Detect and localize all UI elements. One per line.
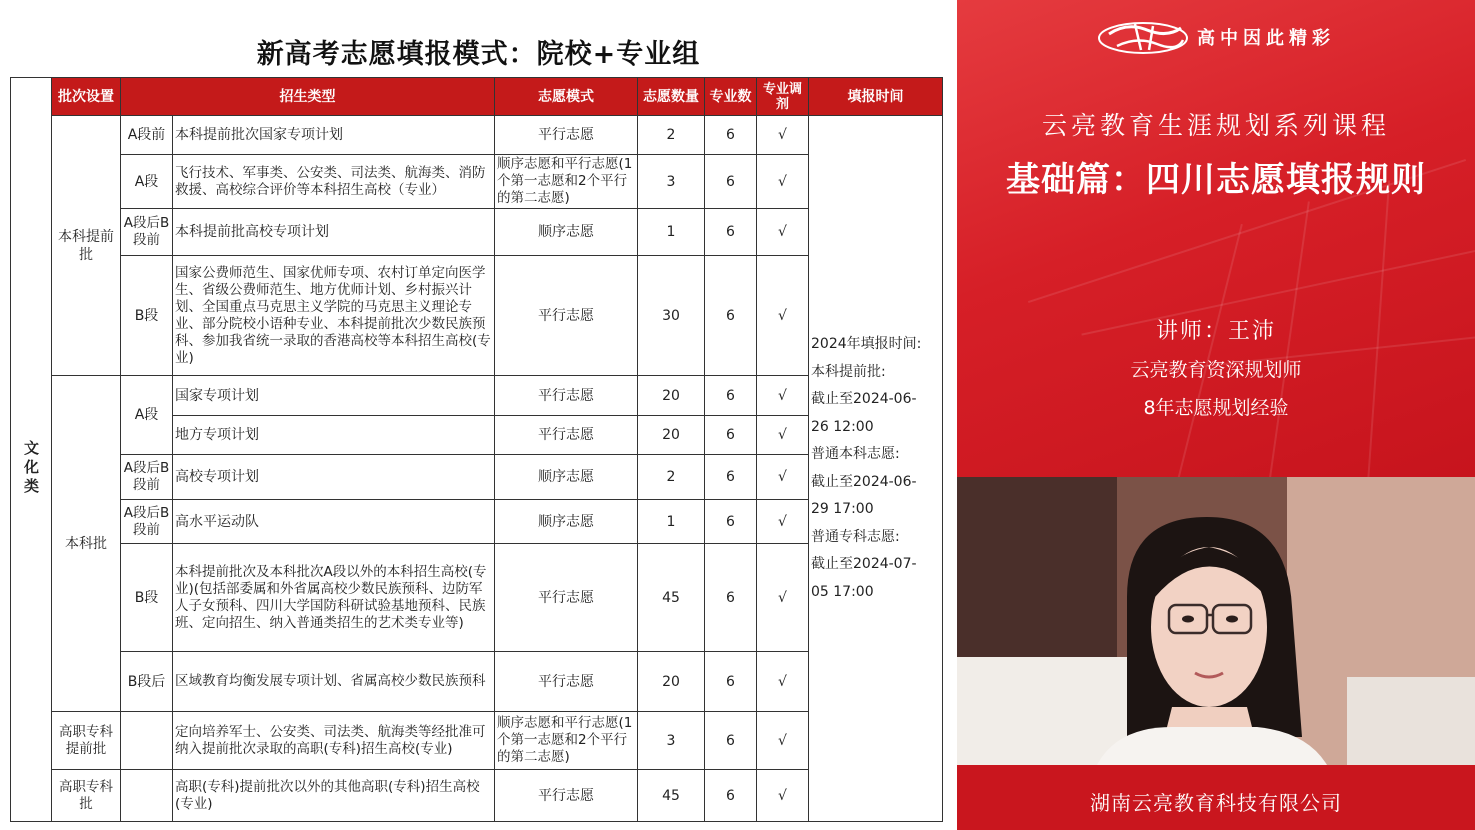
time-line: 本科提前批: (811, 363, 886, 380)
adjust-cell: √ (757, 416, 809, 455)
mode-cell: 平行志愿 (495, 652, 638, 712)
mode-cell: 平行志愿 (495, 256, 638, 376)
type-cell: 国家公费师范生、国家优师专项、农村订单定向医学生、省级公费师范生、地方优师计划、乡村振兴计划、全国重点马克思主义学院的马克思主义理论专业、部分院校小语种专业、本科提前批次少数民族预科、参加我省统一录取的香港高校等本科招生高校(专业) (173, 256, 495, 376)
time-line: 05 17:00 (811, 583, 874, 600)
count-cell: 20 (638, 416, 705, 455)
time-line: 2024年填报时间: (811, 336, 922, 352)
table-row (11, 116, 943, 155)
segment-cell: A段后B段前 (121, 209, 173, 256)
course-subtitle: 基础篇：四川志愿填报规则 (1006, 160, 1426, 200)
mode-cell: 平行志愿 (495, 376, 638, 416)
course-title: 云亮教育生涯规划系列课程 (1041, 111, 1390, 140)
segment-cell: A段后B段前 (121, 455, 173, 500)
mode-cell: 顺序志愿和平行志愿(1个第一志愿和2个平行的第二志愿) (495, 712, 638, 770)
mode-cell: 平行志愿 (495, 544, 638, 652)
mode-cell: 平行志愿 (495, 416, 638, 455)
table-row (11, 376, 943, 416)
segment-cell (121, 770, 173, 822)
group-cell: 高职专科批 (52, 770, 121, 822)
majors-cell: 6 (705, 376, 757, 416)
majors-cell: 6 (705, 500, 757, 544)
time-line: 截止至2024-07- (811, 556, 917, 572)
lecturer-experience: 8年志愿规划经验 (1143, 397, 1289, 419)
course-panel (957, 0, 1475, 830)
brand-logo-icon (1097, 16, 1189, 56)
count-cell: 20 (638, 376, 705, 416)
table-row (11, 544, 943, 652)
slogan: 高中因此精彩 (1197, 28, 1335, 49)
time-line: 26 12:00 (811, 418, 874, 435)
segment-cell: A段 (121, 155, 173, 209)
majors-cell: 6 (705, 256, 757, 376)
table-row (11, 652, 943, 712)
adjust-cell: √ (757, 652, 809, 712)
majors-cell: 6 (705, 770, 757, 822)
category-cell: 文化类 (11, 116, 52, 822)
segment-cell (121, 712, 173, 770)
admission-table (10, 77, 943, 822)
segment-cell: B段 (121, 544, 173, 652)
majors-cell: 6 (705, 544, 757, 652)
majors-cell: 6 (705, 712, 757, 770)
type-cell: 高职(专科)提前批次以外的其他高职(专科)招生高校(专业) (173, 770, 495, 822)
count-cell: 3 (638, 155, 705, 209)
course-banner (957, 0, 1475, 477)
segment-cell: B段后 (121, 652, 173, 712)
adjust-cell: √ (757, 500, 809, 544)
adjust-cell: √ (757, 209, 809, 256)
adjust-cell: √ (757, 376, 809, 416)
type-cell: 定向培养军士、公安类、司法类、航海类等经批准可纳入提前批次录取的高职(专科)招生高校(专业) (173, 712, 495, 770)
group-cell: 高职专科提前批 (52, 712, 121, 770)
header-mode: 志愿模式 (495, 78, 638, 116)
time-cell (809, 116, 943, 822)
adjust-cell: √ (757, 116, 809, 155)
mode-cell: 平行志愿 (495, 116, 638, 155)
group-cell: 本科提前批 (52, 116, 121, 376)
majors-cell: 6 (705, 155, 757, 209)
time-line: 截止至2024-06- (811, 473, 917, 490)
adjust-cell: √ (757, 256, 809, 376)
count-cell: 30 (638, 256, 705, 376)
header-time: 填报时间 (809, 78, 943, 116)
segment-cell: A段 (121, 376, 173, 455)
count-cell: 2 (638, 455, 705, 500)
time-line: 普通本科志愿: (811, 446, 900, 462)
count-cell: 45 (638, 544, 705, 652)
majors-cell: 6 (705, 652, 757, 712)
count-cell: 20 (638, 652, 705, 712)
company-name: 湖南云亮教育科技有限公司 (957, 765, 1475, 830)
adjust-cell: √ (757, 155, 809, 209)
header-count: 志愿数量 (638, 78, 705, 116)
count-cell: 3 (638, 712, 705, 770)
type-cell: 本科提前批高校专项计划 (173, 209, 495, 256)
mode-cell: 顺序志愿 (495, 500, 638, 544)
adjust-cell: √ (757, 712, 809, 770)
header-majors: 专业数 (705, 78, 757, 116)
segment-cell: B段 (121, 256, 173, 376)
type-cell: 本科提前批次及本科批次A段以外的本科招生高校(专业)(包括部委属和外省属高校少数民族预科、边防军人子女预科、四川大学国防科研试验基地预科、民族班、定向招生、纳入普通类招生的艺术类专业等) (173, 544, 495, 652)
majors-cell: 6 (705, 416, 757, 455)
lecturer-name: 讲师：王沛 (1155, 319, 1276, 344)
mode-cell: 顺序志愿和平行志愿(1个第一志愿和2个平行的第二志愿) (495, 155, 638, 209)
table-row (11, 770, 943, 822)
header-blank (11, 78, 52, 116)
type-cell: 地方专项计划 (173, 416, 495, 455)
mode-cell: 平行志愿 (495, 770, 638, 822)
table-row (11, 155, 943, 209)
presenter-image (957, 477, 1475, 765)
type-cell: 高水平运动队 (173, 500, 495, 544)
segment-cell: A段前 (121, 116, 173, 155)
majors-cell: 6 (705, 209, 757, 256)
type-cell: 区域教育均衡发展专项计划、省属高校少数民族预科 (173, 652, 495, 712)
time-line: 截止至2024-06- (811, 391, 917, 407)
mode-cell: 顺序志愿 (495, 455, 638, 500)
group-cell: 本科批 (52, 376, 121, 712)
table-row (11, 712, 943, 770)
type-cell: 高校专项计划 (173, 455, 495, 500)
count-cell: 45 (638, 770, 705, 822)
header-adjust: 专业调剂 (757, 78, 809, 116)
table-row (11, 455, 943, 500)
adjust-cell: √ (757, 544, 809, 652)
type-cell: 飞行技术、军事类、公安类、司法类、航海类、消防救援、高校综合评价等本科招生高校（专业） (173, 155, 495, 209)
table-row (11, 209, 943, 256)
majors-cell: 6 (705, 116, 757, 155)
adjust-cell: √ (757, 455, 809, 500)
count-cell: 1 (638, 209, 705, 256)
header-batch: 批次设置 (52, 78, 121, 116)
table-header-row (11, 78, 943, 116)
type-cell: 本科提前批次国家专项计划 (173, 116, 495, 155)
count-cell: 2 (638, 116, 705, 155)
slide-title: 新高考志愿填报模式：院校+专业组 (256, 39, 701, 70)
majors-cell: 6 (705, 455, 757, 500)
presenter-video (957, 477, 1475, 765)
mode-cell: 顺序志愿 (495, 209, 638, 256)
time-line: 29 17:00 (811, 501, 874, 517)
type-cell: 国家专项计划 (173, 376, 495, 416)
adjust-cell: √ (757, 770, 809, 822)
time-line: 普通专科志愿: (811, 528, 900, 545)
segment-cell: A段后B段前 (121, 500, 173, 544)
table-row (11, 256, 943, 376)
header-type: 招生类型 (121, 78, 495, 116)
lecturer-role: 云亮教育资深规划师 (1130, 359, 1302, 381)
table-row (11, 500, 943, 544)
count-cell: 1 (638, 500, 705, 544)
